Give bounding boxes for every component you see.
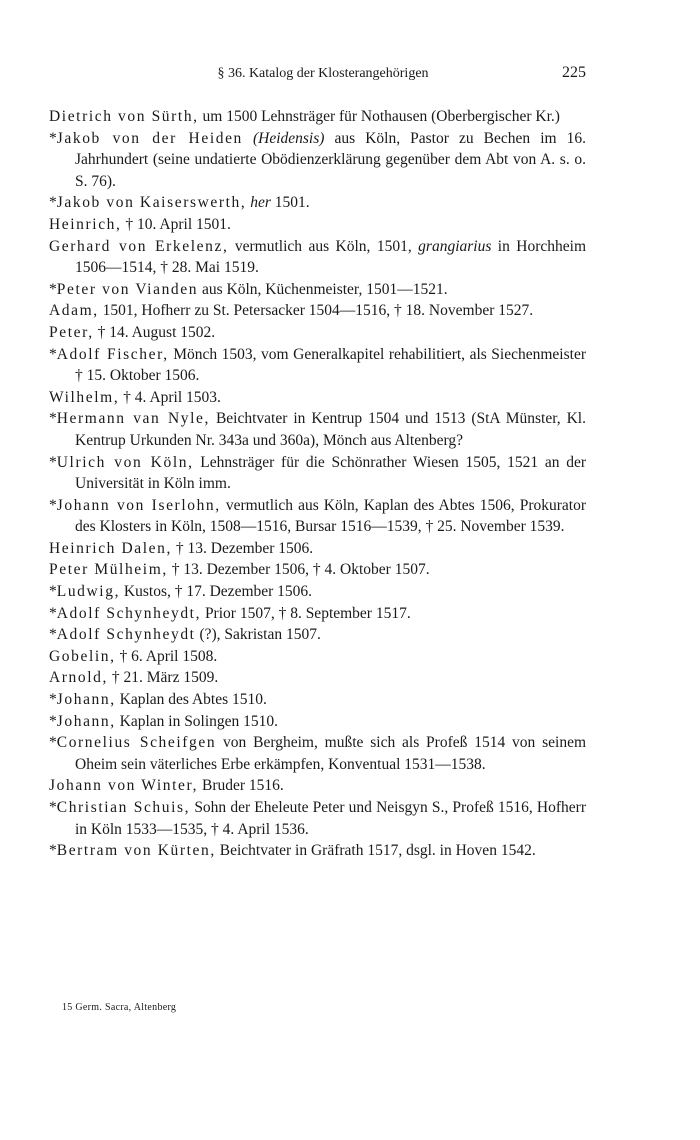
signature-line: 15 Germ. Sacra, Altenberg	[62, 1002, 177, 1013]
catalog-entry	[49, 667, 586, 689]
entry-name: Heinrich Dalen,	[49, 539, 172, 557]
entry-text: (?), Sakristan 1507.	[195, 626, 321, 644]
entry-text: in Horchheim 1506—1514, † 28. Mai 1519.	[75, 237, 587, 277]
entry-name: Wilhelm,	[49, 388, 120, 406]
catalog-entry	[49, 344, 586, 387]
catalog-entry	[49, 624, 586, 646]
catalog-entry	[49, 192, 586, 214]
entry-latin-name: (Heidensis)	[252, 129, 325, 147]
entry-name: Cornelius Scheifgen	[56, 734, 217, 752]
entry-text: aus Köln, Küchenmeister, 1501—1521.	[198, 280, 448, 298]
entry-text: Bruder 1516.	[198, 777, 284, 795]
catalog-entry	[49, 775, 586, 797]
entry-text: Beichtvater in Kentrup 1504 und 1513 (StA Münster, Kl. Kentrup Urkunden Nr. 343a und 360a), Mönch aus Altenberg?	[75, 410, 586, 449]
catalog-entry	[49, 495, 586, 538]
entry-latin-term: grangiarius	[418, 237, 492, 255]
entry-name: Gerhard von Erkelenz,	[49, 237, 229, 255]
entry-text: † 14. August 1502.	[93, 323, 216, 341]
entry-text: um 1500 Lehnsträger für Nothausen (Oberbergischer Kr.)	[198, 108, 560, 125]
entry-name: Peter,	[49, 323, 94, 341]
entry-text: vermutlich aus Köln, Kaplan des Abtes 1506, Prokurator des Klosters in Köln, 1508—1516, Bursar 1516—1539, † 25. November 1539.	[75, 496, 587, 536]
entry-text: Mönch 1503, vom Generalkapitel rehabilitiert, als Siechenmeister † 15. Oktober 1506.	[75, 345, 586, 385]
catalog-entry	[49, 387, 586, 409]
catalog-entry	[49, 279, 586, 301]
running-head: § 36. Katalog der Klosterangehörigen	[217, 66, 429, 81]
entry-text: Kaplan in Solingen 1510.	[115, 712, 279, 730]
catalog-entry	[49, 322, 586, 344]
entry-text: † 4. April 1503.	[119, 388, 221, 406]
catalog-entry	[49, 581, 586, 603]
entry-name: Johann von Iserlohn,	[56, 496, 221, 514]
entry-text: Kaplan des Abtes 1510.	[115, 691, 267, 709]
entry-text: aus Köln, Pastor zu Bechen im 16. Jahrhundert (seine undatierte Obödienzerklärung gegenüber dem Abt von A. s. o. S. 76).	[75, 129, 586, 190]
entry-latin-name: her	[250, 194, 271, 212]
entry-text: von Bergheim, mußte sich als Profeß 1514 von seinem Oheim sein väterliches Erbe erkämpfen, Konventual 1531—1538.	[75, 734, 587, 773]
catalog-entry	[49, 128, 586, 193]
entry-name: Johann,	[56, 712, 116, 730]
entry-name: Peter von Vianden	[56, 280, 199, 298]
entry-name: Jakob von Kaiserswerth,	[56, 194, 247, 212]
entry-marker: *	[49, 799, 57, 816]
catalog-entry	[49, 408, 586, 451]
entry-marker: *	[49, 734, 57, 752]
entry-text: † 13. Dezember 1506.	[172, 539, 314, 557]
catalog-entry	[49, 236, 586, 279]
catalog-entry	[49, 603, 586, 625]
entry-marker: *	[49, 626, 57, 644]
entry-text: Beichtvater in Gräfrath 1517, dsgl. in Hoven 1542.	[215, 842, 536, 860]
catalog-entry	[49, 214, 586, 236]
catalog-entry	[49, 106, 586, 128]
catalog-entries	[49, 106, 586, 862]
entry-marker: *	[49, 712, 57, 730]
catalog-entry	[49, 711, 586, 733]
entry-name: Arnold,	[49, 669, 108, 687]
entry-marker: *	[49, 583, 57, 601]
catalog-entry	[49, 559, 586, 581]
catalog-entry	[49, 452, 586, 495]
entry-name: Jakob von der Heiden	[56, 129, 243, 147]
entry-marker: *	[49, 842, 57, 860]
entry-name: Johann,	[56, 691, 116, 709]
entry-name: Peter Mülheim,	[49, 561, 168, 579]
entry-name: Hermann van Nyle,	[56, 410, 210, 428]
entry-marker: *	[49, 345, 57, 363]
entry-name: Adam,	[49, 302, 99, 320]
catalog-entry	[49, 646, 586, 668]
entry-text: 1501.	[270, 194, 310, 212]
entry-marker: *	[49, 410, 57, 428]
entry-text: † 21. März 1509.	[108, 669, 219, 687]
entry-text: † 13. Dezember 1506, † 4. Oktober 1507.	[167, 561, 430, 579]
page-header	[60, 64, 586, 88]
entry-text: Sohn der Eheleute Peter und Neisgyn S., Profeß 1516, Hofherr in Köln 1533—1535, † 4. April 1536.	[75, 799, 586, 838]
catalog-entry	[49, 732, 586, 775]
entry-marker: *	[49, 691, 57, 709]
entry-text: 1501, Hofherr zu St. Petersacker 1504—1516, † 18. November 1527.	[98, 302, 534, 320]
entry-text: Kustos, † 17. Dezember 1506.	[120, 583, 313, 601]
catalog-entry	[49, 300, 586, 322]
catalog-entry	[49, 689, 586, 711]
catalog-entry	[49, 840, 586, 862]
entry-text: † 10. April 1501.	[121, 215, 231, 233]
entry-name: Heinrich,	[49, 215, 122, 233]
entry-name: Dietrich von Sürth,	[49, 108, 199, 125]
entry-name: Gobelin,	[49, 647, 116, 665]
entry-text: † 6. April 1508.	[115, 647, 218, 665]
entry-text: Prior 1507, † 8. September 1517.	[201, 604, 411, 622]
entry-name: Adolf Schynheydt	[56, 626, 196, 644]
entry-name: Adolf Fischer,	[56, 345, 169, 363]
entry-marker: *	[49, 129, 57, 147]
entry-text: Lehnsträger für die Schönrather Wiesen 1505, 1521 an der Universität in Köln imm.	[75, 453, 586, 493]
entry-marker: *	[49, 194, 57, 212]
entry-name: Ludwig,	[56, 583, 121, 601]
entry-marker: *	[49, 280, 57, 298]
entry-marker: *	[49, 604, 57, 622]
entry-name: Ulrich von Köln,	[56, 453, 194, 471]
entry-marker: *	[49, 453, 57, 471]
entry-name: Johann von Winter,	[49, 777, 199, 795]
entry-name: Adolf Schynheydt,	[56, 604, 202, 622]
entry-text: vermutlich aus Köln, 1501,	[228, 237, 412, 255]
entry-marker: *	[49, 496, 57, 514]
catalog-entry	[49, 538, 586, 560]
catalog-entry	[49, 797, 586, 840]
entry-name: Christian Schuis,	[56, 799, 191, 816]
entry-name: Bertram von Kürten,	[56, 842, 216, 860]
page-number: 225	[562, 64, 586, 81]
